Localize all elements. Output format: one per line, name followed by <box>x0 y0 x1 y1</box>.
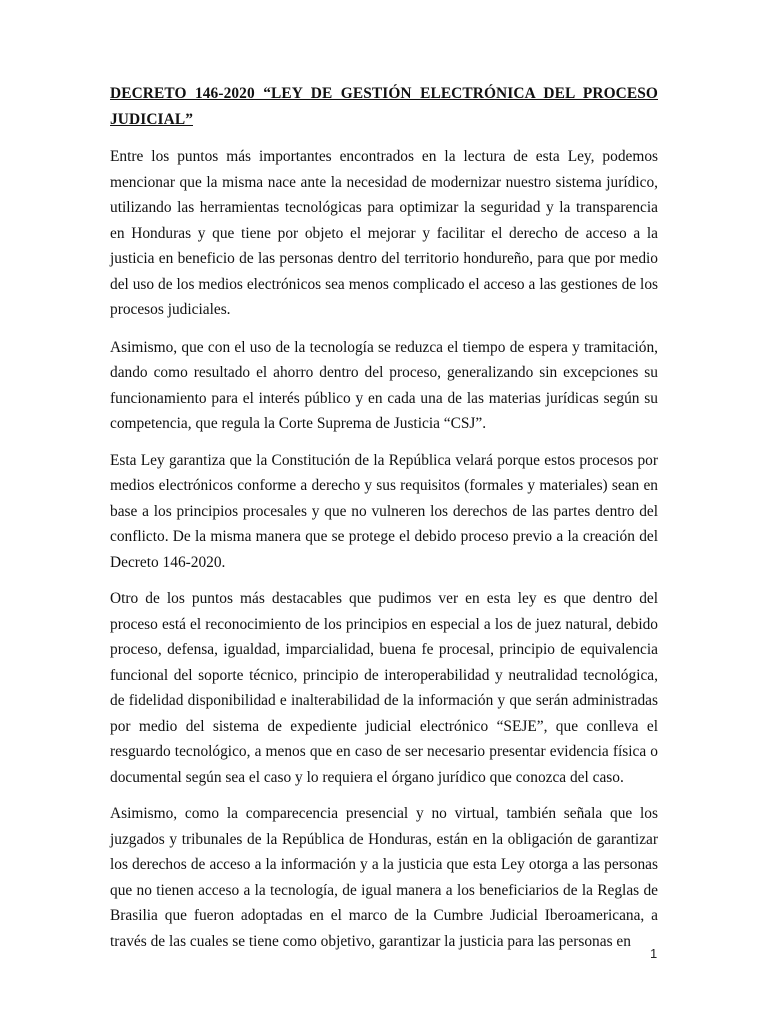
document-body <box>110 81 658 965</box>
paragraph-4: Otro de los puntos más destacables que pudimos ver en esta ley es que dentro del proceso está el reconocimiento de los principios en especial a los de juez natural, debido proceso, defensa, igualdad, imparcialidad, buena fe procesal, principio de equivalencia funcional del soporte técnico, principio de interoperabilidad y neutralidad tecnológica, de fidelidad disponibilidad e inalterabilidad de la información y que serán administradas por medio del sistema de expediente judicial electrónico “SEJE”, que conlleva el resguardo tecnológico, a menos que en caso de ser necesario presentar evidencia física o documental según sea el caso y lo requiera el órgano jurídico que conozca del caso. <box>110 590 658 786</box>
page-number: 1 <box>650 946 658 961</box>
document-title: DECRETO 146-2020 “LEY DE GESTIÓN ELECTRÓNICA DEL PROCESO JUDICIAL” <box>110 85 658 128</box>
paragraph-3: Esta Ley garantiza que la Constitución de la República velará porque estos procesos por medios electrónicos conforme a derecho y sus requisitos (formales y materiales) sean en base a los principios procesales y que no vulneren los derechos de las partes dentro del conflicto. De la misma manera que se protege el debido proceso previo a la creación del Decreto 146-2020. <box>110 451 658 571</box>
paragraph-1: Entre los puntos más importantes encontrados en la lectura de esta Ley, podemos mencionar que la misma nace ante la necesidad de modernizar nuestro sistema jurídico, utilizando las herramientas tecnológicas para optimizar la seguridad y la transparencia en Honduras y que tiene por objeto el mejorar y facilitar el derecho de acceso a la justicia en beneficio de las personas dentro del territorio hondureño, para que por medio del uso de los medios electrónicos sea menos complicado el acceso a las gestiones de los procesos judiciales. <box>110 148 658 318</box>
paragraph-5: Asimismo, como la comparecencia presencial y no virtual, también señala que los juzgados y tribunales de la República de Honduras, están en la obligación de garantizar los derechos de acceso a la información y a la justicia que esta Ley otorga a las personas que no tienen acceso a la tecnología, de igual manera a los beneficiarios de la Reglas de Brasilia que fueron adoptadas en el marco de la Cumbre Judicial Iberoamericana, a través de las cuales se tiene como objetivo, garantizar la justicia para las personas en <box>110 805 658 950</box>
paragraph-2: Asimismo, que con el uso de la tecnología se reduzca el tiempo de espera y tramitación, dando como resultado el ahorro dentro del proceso, generalizando sin excepciones su funcionamiento para el interés público y en cada una de las materias jurídicas según su competencia, que regula la Corte Suprema de Justicia “CSJ”. <box>110 338 658 432</box>
